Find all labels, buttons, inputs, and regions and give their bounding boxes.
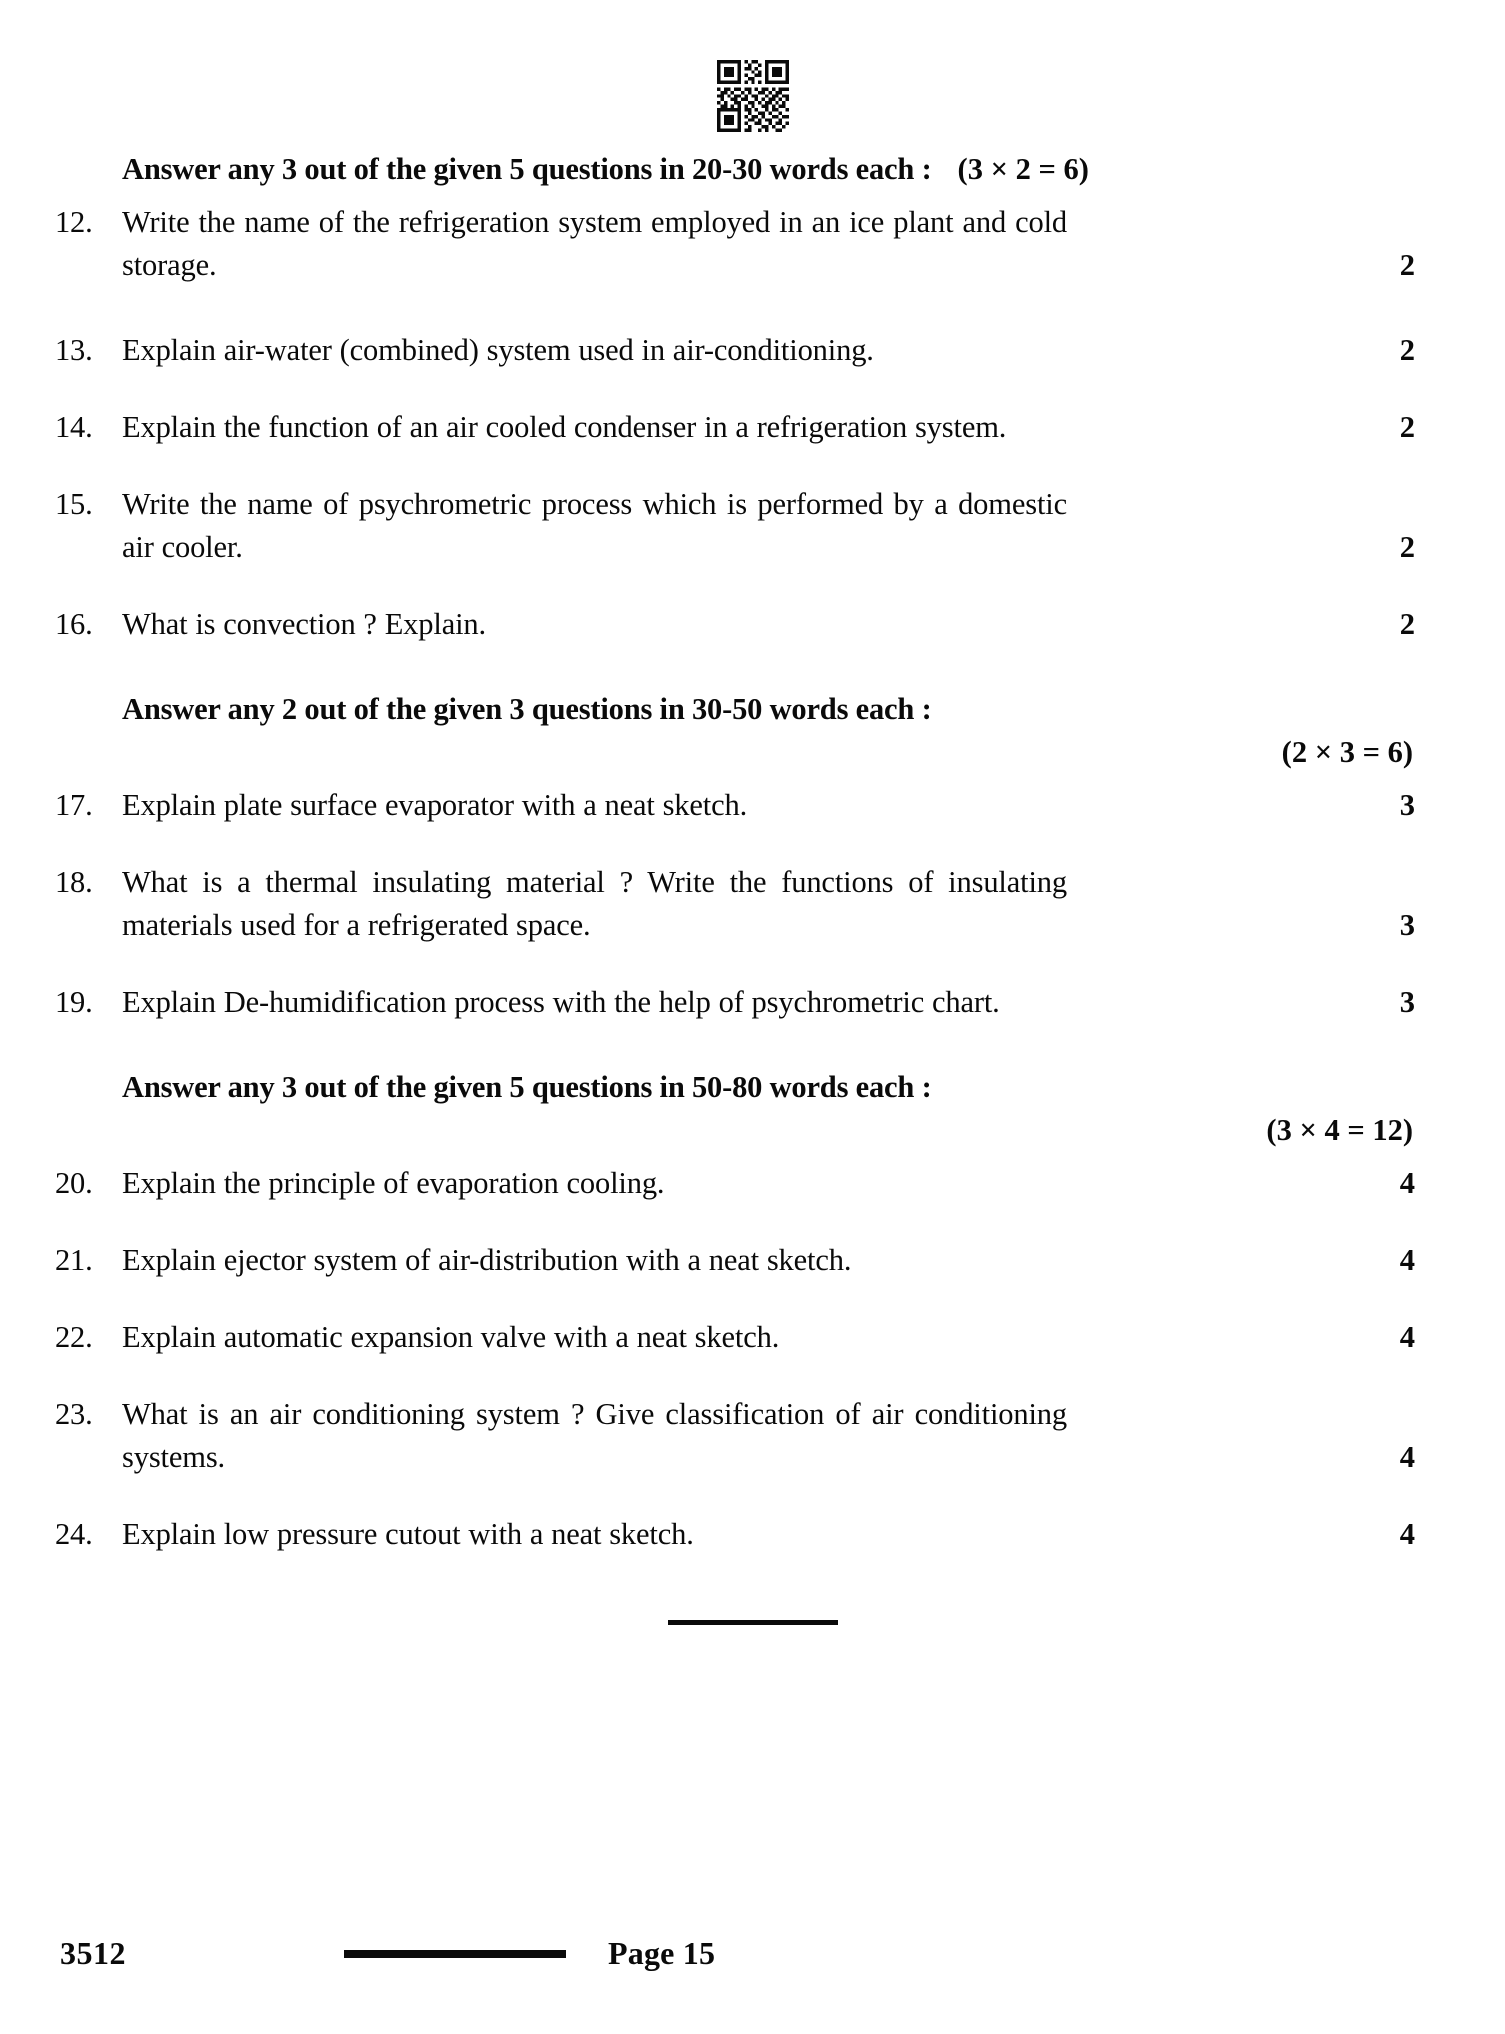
question-marks: 4 xyxy=(1399,1517,1415,1551)
question-row xyxy=(0,201,1505,287)
question-row xyxy=(0,1162,1505,1205)
question-number: 20. xyxy=(55,1166,93,1200)
section-heading-1 xyxy=(0,148,1505,191)
question-text: Write the name of psychrometric process which is performed by a domestic air cooler. xyxy=(122,487,1067,564)
question-list xyxy=(0,148,1505,1625)
question-text: Explain low pressure cutout with a neat sketch. xyxy=(122,1517,694,1551)
question-marks: 3 xyxy=(1399,985,1415,1019)
question-marks: 2 xyxy=(1399,530,1415,564)
question-number: 19. xyxy=(55,985,93,1019)
footer-divider-rule xyxy=(344,1950,566,1958)
question-text: What is an air conditioning system ? Give classification of air conditioning systems. xyxy=(122,1397,1067,1474)
question-text: Explain automatic expansion valve with a neat sketch. xyxy=(122,1320,780,1354)
question-marks: 2 xyxy=(1399,607,1415,641)
end-of-paper-rule xyxy=(668,1620,838,1625)
question-row xyxy=(0,1316,1505,1359)
question-row xyxy=(0,784,1505,827)
question-marks: 4 xyxy=(1399,1320,1415,1354)
question-text: Explain ejector system of air-distribution with a neat sketch. xyxy=(122,1243,852,1277)
question-number: 24. xyxy=(55,1517,93,1551)
page-number: Page 15 xyxy=(608,1935,716,1971)
question-text: Write the name of the refrigeration system employed in an ice plant and cold storage. xyxy=(122,205,1067,282)
question-marks: 3 xyxy=(1399,908,1415,942)
question-row xyxy=(0,329,1505,372)
paper-code: 3512 xyxy=(60,1935,126,1971)
question-row xyxy=(0,1393,1505,1479)
section-heading-2 xyxy=(0,688,1505,731)
section-2-marks: (2 × 3 = 6) xyxy=(1281,735,1413,769)
end-of-paper-rule-wrap xyxy=(0,1620,1505,1625)
question-row xyxy=(0,483,1505,569)
question-marks: 4 xyxy=(1399,1166,1415,1200)
question-number: 22. xyxy=(55,1320,93,1354)
question-text: What is convection ? Explain. xyxy=(122,607,486,641)
page-footer xyxy=(0,1935,1505,1972)
question-number: 15. xyxy=(55,487,93,521)
section-3-marks: (3 × 4 = 12) xyxy=(1266,1113,1413,1147)
question-number: 18. xyxy=(55,865,93,899)
question-marks: 4 xyxy=(1399,1243,1415,1277)
question-row xyxy=(0,603,1505,646)
question-text: What is a thermal insulating material ? Write the functions of insulating materials used for a refrigerated space. xyxy=(122,865,1067,942)
section-1-marks: (3 × 2 = 6) xyxy=(957,152,1089,186)
question-marks: 2 xyxy=(1399,333,1415,367)
question-marks: 4 xyxy=(1399,1440,1415,1474)
question-row xyxy=(0,1513,1505,1556)
question-number: 23. xyxy=(55,1397,93,1431)
question-number: 13. xyxy=(55,333,93,367)
question-marks: 2 xyxy=(1399,248,1415,282)
question-text: Explain the function of an air cooled condenser in a refrigeration system. xyxy=(122,410,1007,444)
question-marks: 2 xyxy=(1399,410,1415,444)
section-heading-3 xyxy=(0,1066,1505,1109)
question-number: 17. xyxy=(55,788,93,822)
question-number: 21. xyxy=(55,1243,93,1277)
question-text: Explain De-humidification process with the help of psychrometric chart. xyxy=(122,985,1000,1019)
question-number: 16. xyxy=(55,607,93,641)
question-text: Explain the principle of evaporation cooling. xyxy=(122,1166,665,1200)
question-text: Explain air-water (combined) system used in air-conditioning. xyxy=(122,333,874,367)
question-marks: 3 xyxy=(1399,788,1415,822)
question-row xyxy=(0,1239,1505,1282)
question-number: 12. xyxy=(55,205,93,239)
section-3-title: Answer any 3 out of the given 5 questions in 50-80 words each : xyxy=(122,1070,932,1104)
section-2-title: Answer any 2 out of the given 3 questions in 30-50 words each : xyxy=(122,692,932,726)
qr-code xyxy=(711,60,795,132)
question-row xyxy=(0,981,1505,1024)
section-1-title: Answer any 3 out of the given 5 questions in 20-30 words each : xyxy=(122,152,932,186)
question-text: Explain plate surface evaporator with a neat sketch. xyxy=(122,788,748,822)
question-number: 14. xyxy=(55,410,93,444)
question-row xyxy=(0,406,1505,449)
question-row xyxy=(0,861,1505,947)
